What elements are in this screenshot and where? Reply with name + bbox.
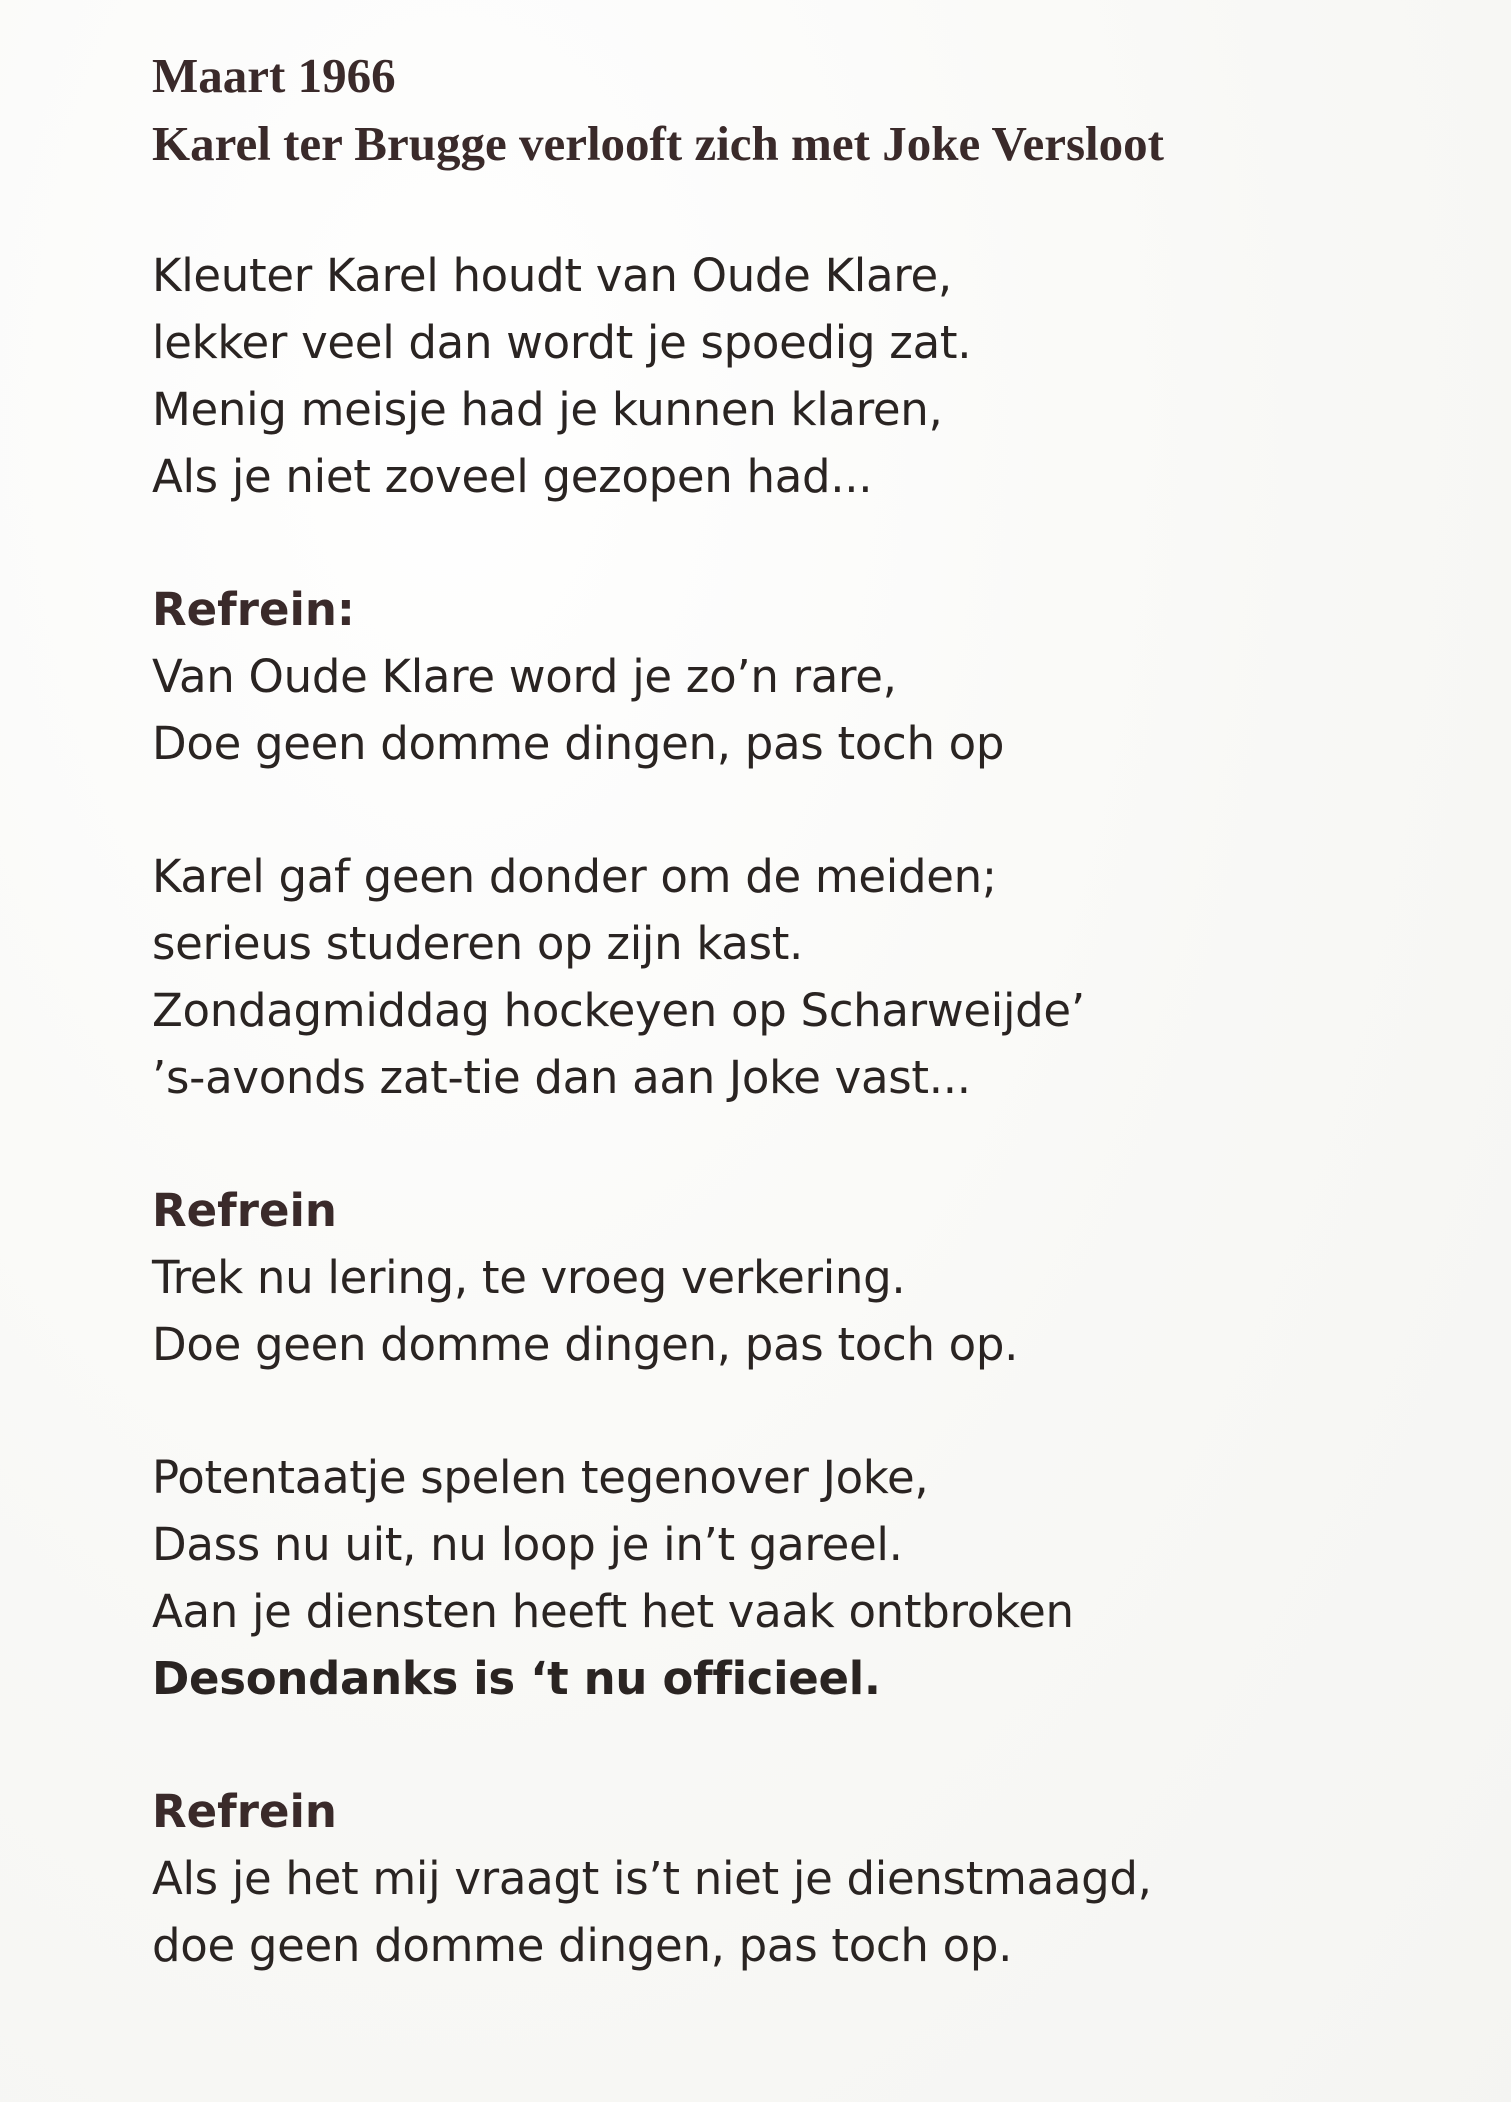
- refrain-3: [152, 1778, 1452, 1979]
- date-heading: Maart 1966: [152, 48, 396, 103]
- verse-line: Aan je diensten heeft het vaak ontbroken: [152, 1585, 1074, 1638]
- verse-1: [152, 242, 1452, 510]
- verse-line: lekker veel dan wordt je spoedig zat.: [152, 316, 972, 369]
- refrain-heading: Refrein:: [152, 583, 355, 636]
- verse-line: ’s-avonds zat-tie dan aan Joke vast...: [152, 1051, 971, 1104]
- verse-line: serieus studeren op zijn kast.: [152, 917, 804, 970]
- refrain-1: [152, 576, 1452, 777]
- verse-line: Potentaatje spelen tegenover Joke,: [152, 1451, 929, 1504]
- refrain-line: Doe geen domme dingen, pas toch op: [152, 717, 1005, 770]
- refrain-line: Doe geen domme dingen, pas toch op.: [152, 1318, 1019, 1371]
- title-block: [152, 42, 1452, 178]
- verse-3: [152, 1444, 1452, 1712]
- verse-line: Menig meisje had je kunnen klaren,: [152, 383, 943, 436]
- refrain-heading: Refrein: [152, 1184, 337, 1237]
- verse-line-bold: Desondanks is ‘t nu officieel.: [152, 1652, 881, 1705]
- refrain-2: [152, 1177, 1452, 1378]
- refrain-line: Als je het mij vraagt is’t niet je dienstmaagd,: [152, 1852, 1152, 1905]
- refrain-line: doe geen domme dingen, pas toch op.: [152, 1919, 1013, 1972]
- verse-line: Dass nu uit, nu loop je in’t gareel.: [152, 1518, 903, 1571]
- verse-line: Als je niet zoveel gezopen had...: [152, 450, 873, 503]
- refrain-heading: Refrein: [152, 1785, 337, 1838]
- song-sheet: [152, 42, 1452, 2045]
- verse-line: Zondagmiddag hockeyen op Scharweijde’: [152, 984, 1085, 1037]
- verse-line: Karel gaf geen donder om de meiden;: [152, 850, 997, 903]
- verse-2: [152, 843, 1452, 1111]
- refrain-line: Van Oude Klare word je zo’n rare,: [152, 650, 897, 703]
- verse-line: Kleuter Karel houdt van Oude Klare,: [152, 249, 952, 302]
- refrain-line: Trek nu lering, te vroeg verkering.: [152, 1251, 906, 1304]
- page-title: Karel ter Brugge verlooft zich met Joke Versloot: [152, 116, 1164, 171]
